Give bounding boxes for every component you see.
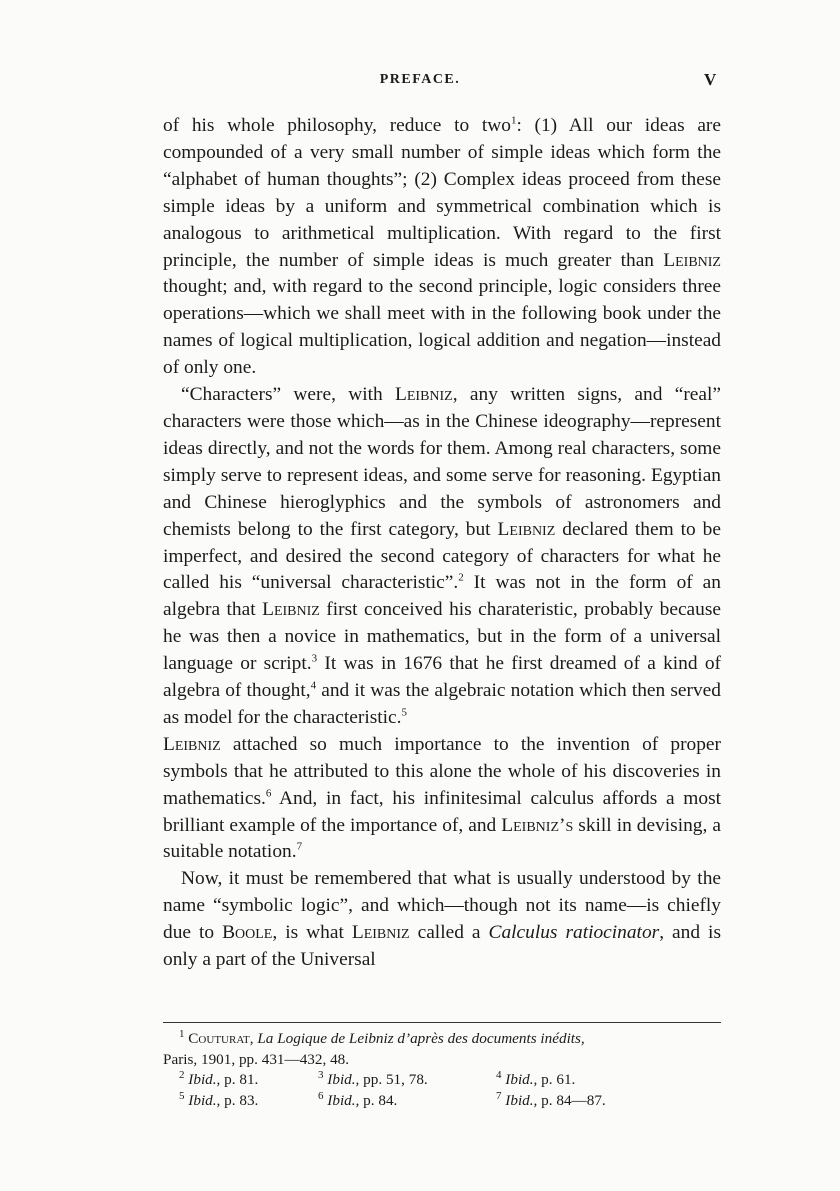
footnote-ref: 1 <box>510 114 517 127</box>
paragraph-3: Leibniz attached so much importance to the invention of proper symbols that he attributed to this alone the whole of his discoveries in mathematics.$^6$ And, in fact, his infinitesimal calculus affords a most brilliant example of the importance of, and Leibniz’s skill in devising, a suitable notation.$^7$ <box>163 733 721 863</box>
calculus-ratiocinator: Calculus ratiocinator <box>488 922 660 944</box>
paragraph-2: “Characters” were, with Leibniz, any written signs, and “real” characters were those which—as in the Chinese ideography—represent ideas directly, and not the words for them. Among real characters, some simply serve to represent ideas, and some serve for reasoning. Egyptian and Chinese hieroglyphics and the symbols of astronomers and chemists belong to the first category, but Leibniz declared them to be imperfect, and desired the second category of characters for what he called his “universal characteristic”.$^2$ It was not in the form of an algebra that Leibniz first conceived his charateristic, probably because he was then a novice in mathematics, but in the form of a universal language or script.$^3$ It was in 1676 that he first dreamed of a kind of algebra of thought,$^4$ and it was the algebraic notation which then served as model for the characteristic.$^5$ <box>163 384 722 728</box>
name-leibniz: Leibniz <box>163 733 221 755</box>
footnote-divider <box>163 1022 721 1023</box>
name-leibniz: Leibniz <box>395 384 453 406</box>
paragraph-1: of his whole philosophy, reduce to two$^1$: (1) All our ideas are compounded of a very small number of simple ideas which form the “alphabet of human thoughts”; (2) Complex ideas proceed from these simple ideas by a uniform and symmetrical combination which is analogous to arithmetical multiplication. With regard to the first principle, the number of simple ideas is much greater than Leibniz thought; and, with regard to the second principle, logic considers three operations—which we shall meet with in the following book under the names of logical multiplication, logical addition and negation—instead of only one. <box>163 114 721 379</box>
footnote-ref: 7 <box>296 841 303 853</box>
footnote-5: $^5$ Ibid., p. 83. <box>179 1089 259 1109</box>
name-leibniz: Leibniz <box>497 518 556 540</box>
body-text <box>163 113 721 974</box>
footnote-ref: 5 <box>401 706 408 719</box>
footnote-row-2 <box>163 1091 723 1112</box>
page-number: V <box>704 70 717 89</box>
footnote-6: $^6$ Ibid., p. 84. <box>318 1089 398 1109</box>
name-leibniz: Leibniz <box>262 599 320 621</box>
name-leibniz: Leibniz <box>663 249 721 271</box>
footnote-4: $^4$ Ibid., p. 61. <box>496 1068 576 1088</box>
name-boole: Boole <box>222 922 273 944</box>
footnote-3: $^3$ Ibid., pp. 51, 78. <box>318 1068 428 1088</box>
name-leibniz-possessive: Leibniz’s <box>501 814 574 836</box>
footnote-ref: 4 <box>310 679 317 692</box>
footnotes <box>163 1029 723 1111</box>
paragraph-4: Now, it must be remembered that what is usually understood by the name “symbolic logic”, and which—though not its name—is chiefly due to Boole, is what Leibniz called a Calculus ratiocinator, and is only a part of the Universal <box>163 868 721 971</box>
footnote-row-1 <box>163 1070 723 1091</box>
footnote-ref: 2 <box>458 571 464 584</box>
footnote-ref: 3 <box>311 652 318 665</box>
footnote-2: $^2$ Ibid., p. 81. <box>179 1068 259 1088</box>
name-leibniz: Leibniz <box>351 922 410 944</box>
footnote-ref: 6 <box>265 787 272 800</box>
footnote-1: $^1$ Couturat, La Logique de Leibniz d’après des documents inédits, Paris, 1901, pp. 431—432, 48. <box>163 1027 585 1068</box>
running-header: PREFACE. <box>379 72 461 87</box>
footnote-7: $^7$ Ibid., p. 84—87. <box>496 1089 606 1109</box>
